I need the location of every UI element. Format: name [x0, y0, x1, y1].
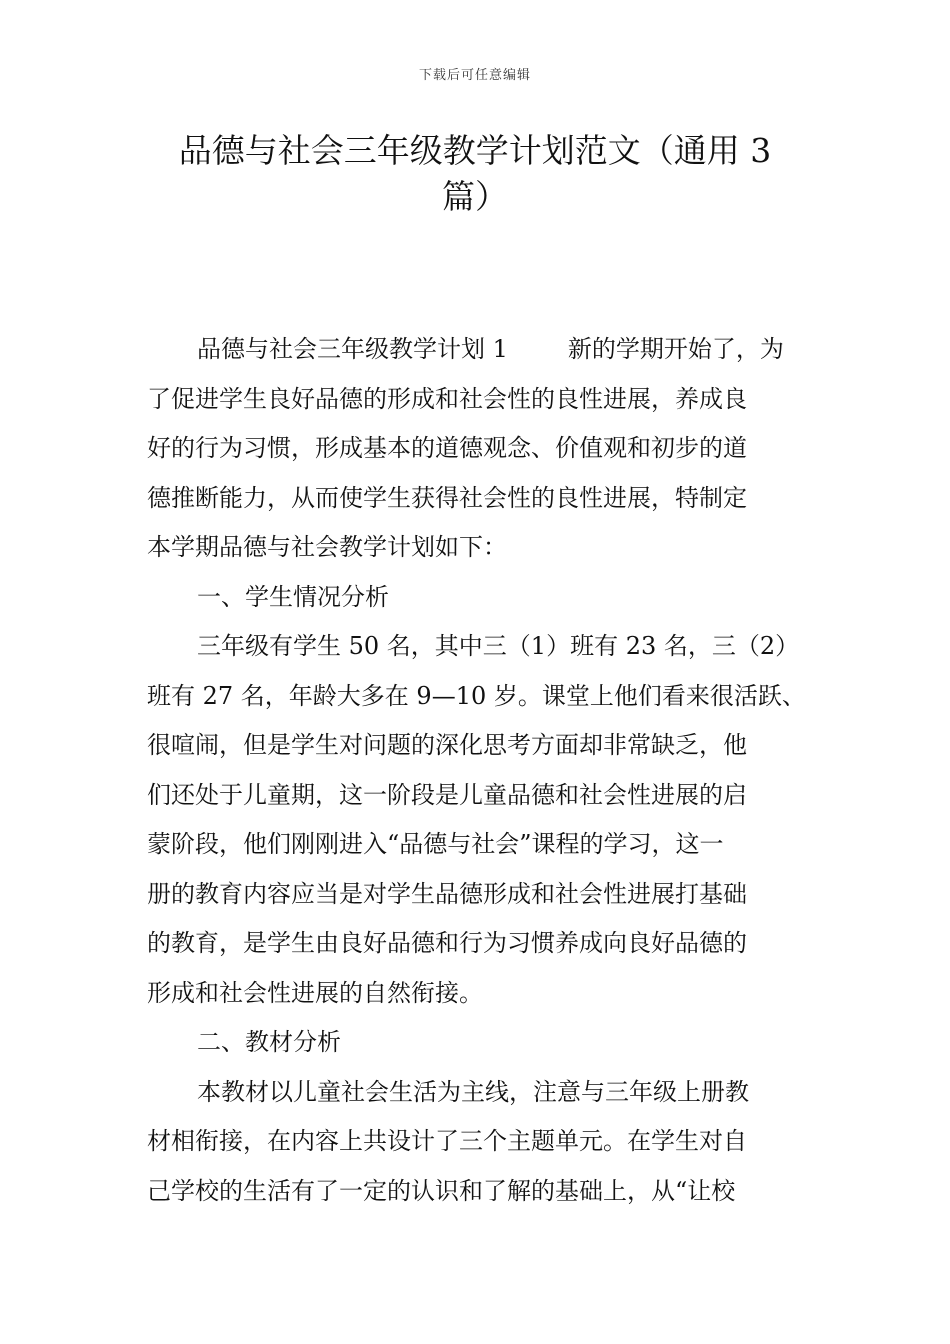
section-2-heading: [147, 1018, 807, 1068]
section-1-line-5: 蒙阶段，他们刚刚进入“品德与社会”课程的学习，这一: [147, 830, 724, 858]
document-title: [140, 128, 810, 220]
intro-line-3: 好的行为习惯，形成基本的道德观念、价值观和初步的道: [147, 434, 747, 462]
section-1-line-4: 们还处于儿童期，这一阶段是儿童品德和社会性进展的启: [147, 780, 747, 809]
title-line-1: 品德与社会三年级教学计划范文（通用 3: [178, 131, 772, 170]
section-2-line-3: 己学校的生活有了一定的认识和了解的基础上，从“让校: [147, 1176, 736, 1205]
section-1-line-1: 三年级有学生 50 名，其中三（1）班有 23 名，三（2）: [197, 632, 800, 660]
intro-lead: 品德与社会三年级教学计划 1: [197, 335, 508, 363]
body-text: [147, 325, 807, 1216]
intro-line-4: 德推断能力，从而使学生获得社会性的良性进展，特制定: [147, 483, 747, 512]
header-note: 下载后可任意编辑: [418, 68, 531, 83]
section-1-line-6: 册的教育内容应当是对学生品德形成和社会性进展打基础: [147, 879, 747, 908]
intro-line-2: 了促进学生良好品德的形成和社会性的良性进展，养成良: [147, 384, 747, 413]
title-line-2: 篇）: [442, 177, 508, 216]
intro-text-1: 新的学期开始了，为: [567, 335, 784, 363]
section-2-line-1: 本教材以儿童社会生活为主线，注意与三年级上册教: [197, 1077, 749, 1106]
section-2-paragraph: [147, 1068, 807, 1217]
section-2-line-2: 材相衔接，在内容上共设计了三个主题单元。在学生对自: [147, 1127, 747, 1155]
section-1-heading: [147, 573, 807, 623]
section-1-line-8: 形成和社会性进展的自然衔接。: [147, 978, 483, 1007]
intro-line-5: 本学期品德与社会教学计划如下：: [147, 533, 507, 561]
section-1-line-3: 很喧闹，但是学生对问题的深化思考方面却非常缺乏，他: [147, 731, 747, 759]
intro-line-1: [147, 325, 807, 375]
section-1-line-7: 的教育，是学生由良好品德和行为习惯养成向良好品德的: [147, 929, 747, 957]
section-1-heading-text: 一、学生情况分析: [197, 582, 389, 611]
section-1-line-2: 班有 27 名，年龄大多在 9—10 岁。课堂上他们看来很活跃、: [147, 681, 806, 710]
intro-paragraph: [147, 325, 807, 573]
section-1-paragraph: [147, 622, 807, 1018]
section-2-heading-text: 二、教材分析: [197, 1028, 341, 1056]
